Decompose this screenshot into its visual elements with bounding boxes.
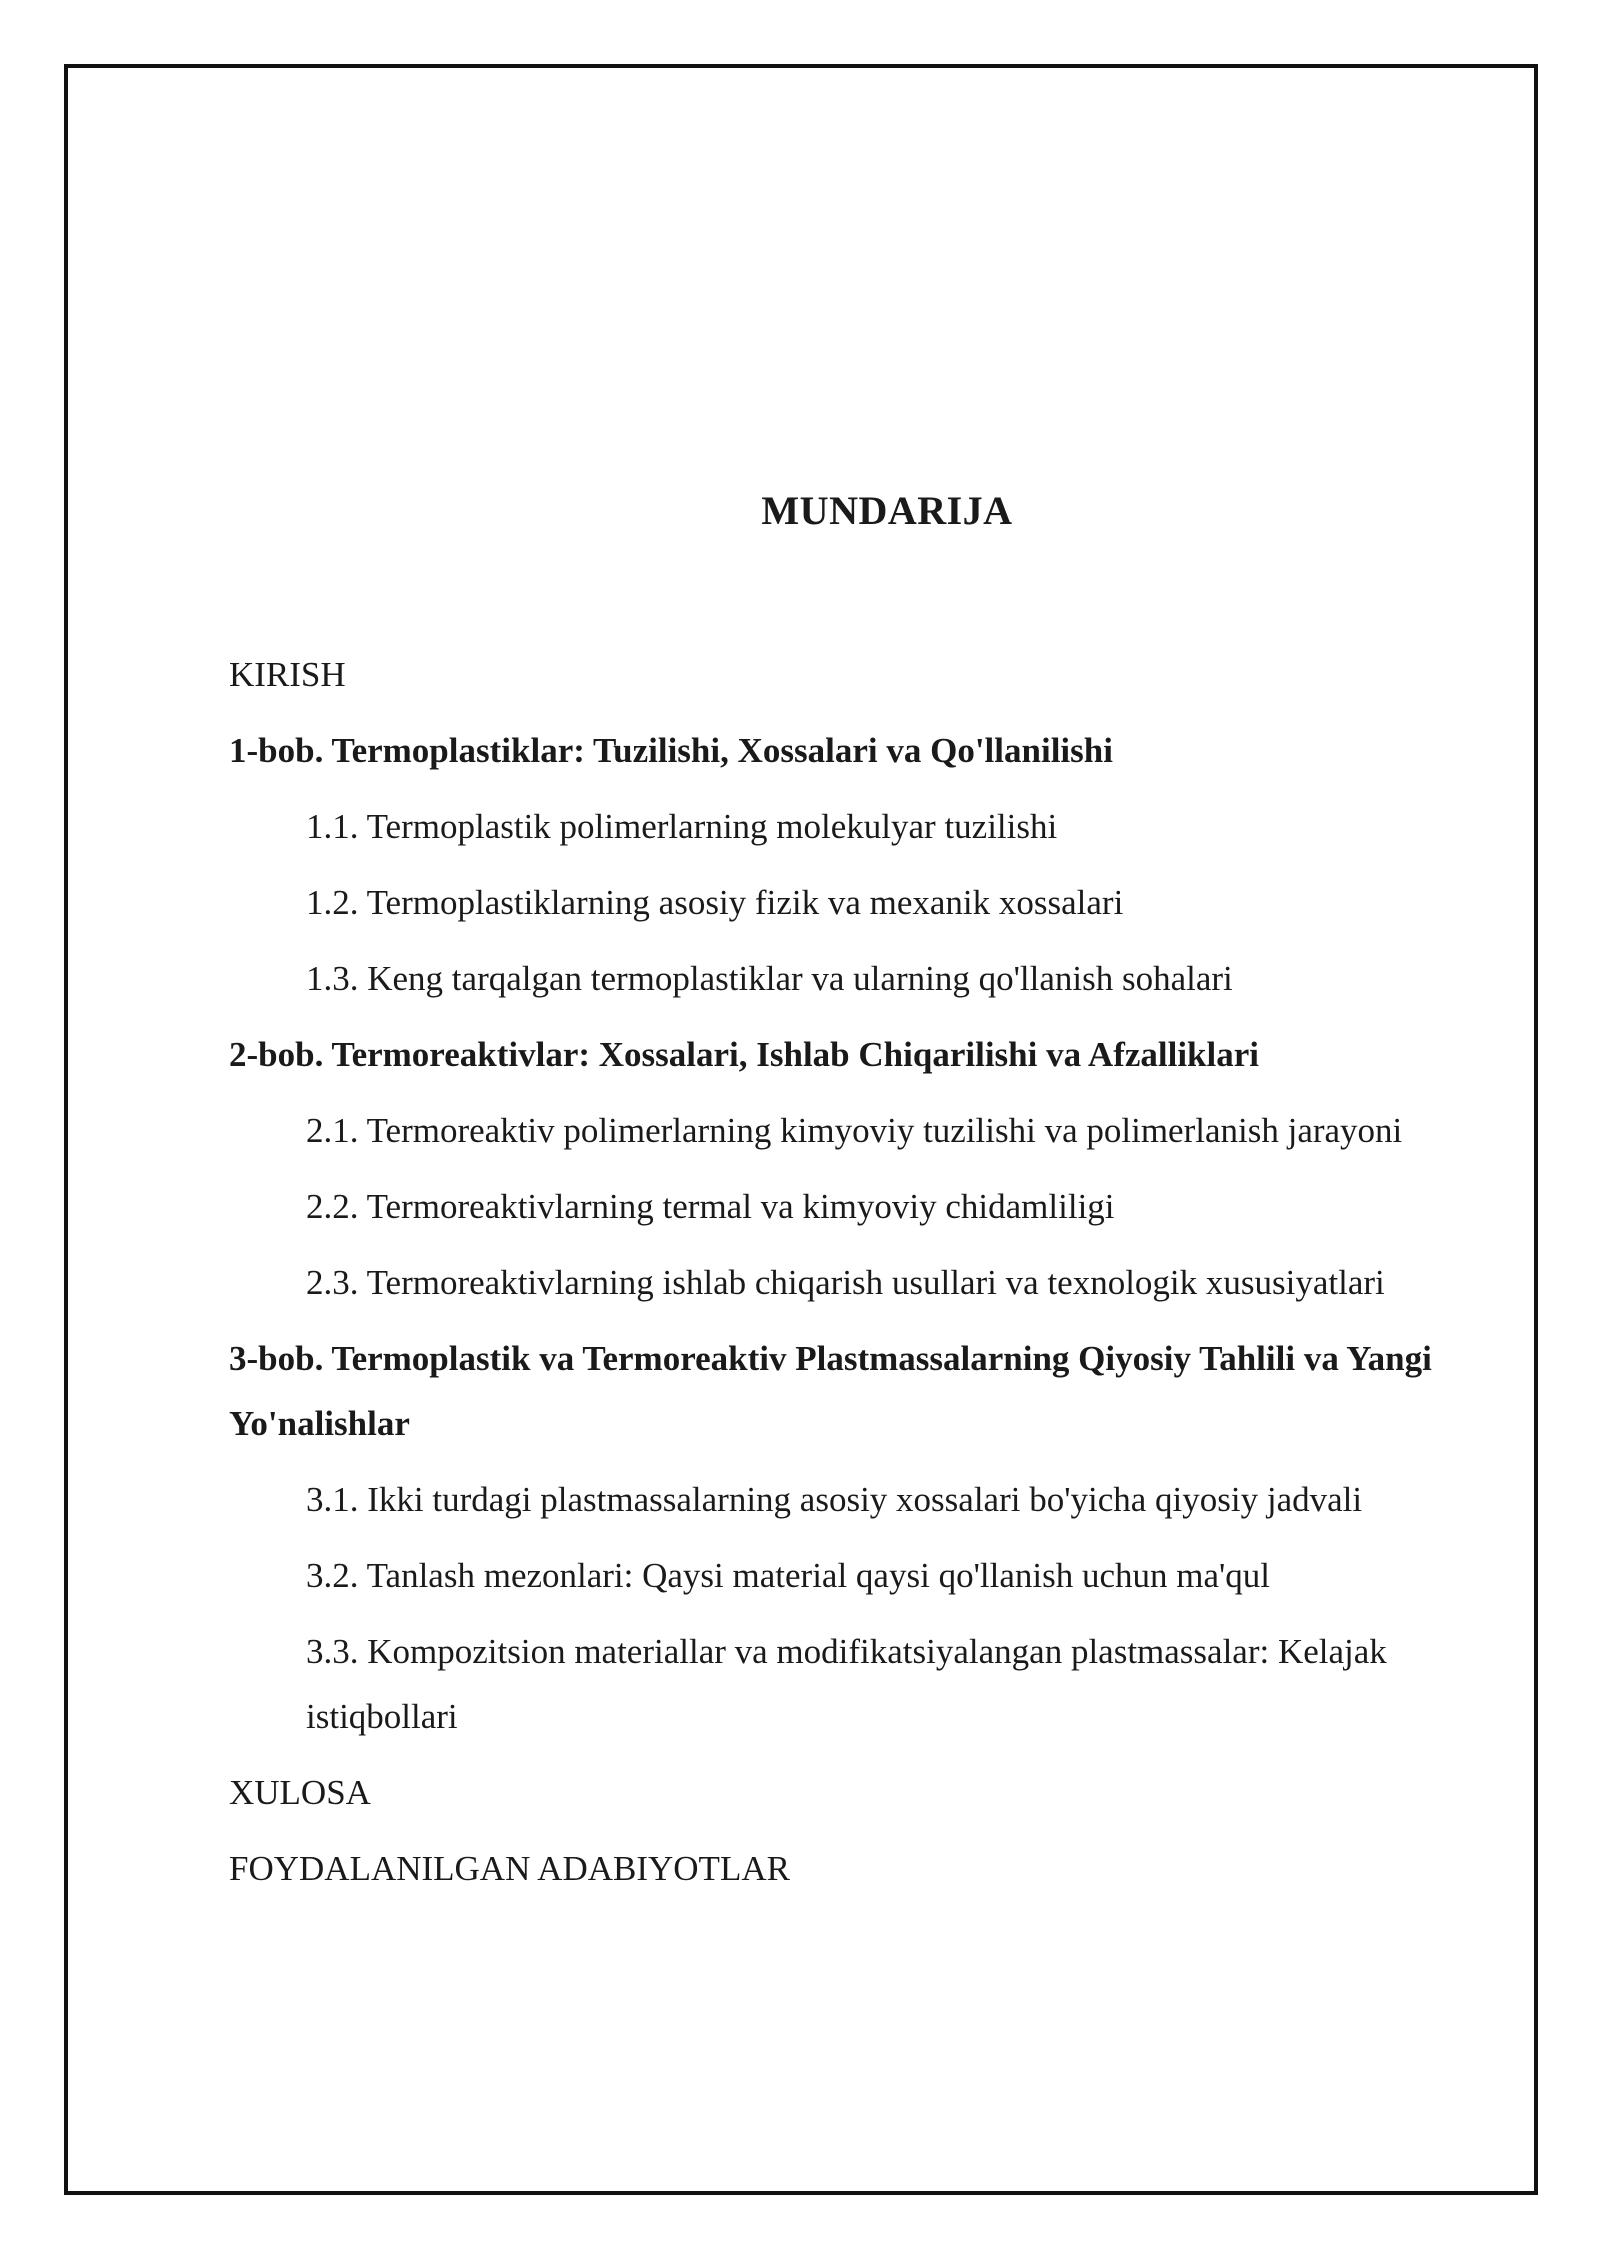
toc-section-2-3: 2.3. Termoreaktivlarning ishlab chiqarish usullari va texnologik xususiyatlari <box>306 1263 1385 1302</box>
toc-entry-introduction: KIRISH <box>229 655 346 694</box>
toc-title: MUNDARIJA <box>761 487 1013 533</box>
toc-chapter-3: 3-bob. Termoplastik va Termoreaktiv Plastmassalarning Qiyosiy Tahlili va Yangi Yo'nalishlar <box>229 1339 1432 1443</box>
toc-chapter-2: 2-bob. Termoreaktivlar: Xossalari, Ishlab Chiqarilishi va Afzalliklari <box>229 1035 1260 1074</box>
toc-entry-conclusion: XULOSA <box>229 1773 371 1812</box>
toc-section-3-3: 3.3. Kompozitsion materiallar va modifikatsiyalangan plastmassalar: Kelajak istiqbollari <box>306 1632 1387 1736</box>
toc-section-2-2: 2.2. Termoreaktivlarning termal va kimyoviy chidamliligi <box>306 1187 1115 1226</box>
toc-section-1-1: 1.1. Termoplastik polimerlarning molekulyar tuzilishi <box>306 807 1058 846</box>
table-of-contents <box>229 642 1489 1912</box>
toc-section-3-1: 3.1. Ikki turdagi plastmassalarning asosiy xossalari bo'yicha qiyosiy jadvali <box>306 1480 1363 1519</box>
toc-section-2-1: 2.1. Termoreaktiv polimerlarning kimyoviy tuzilishi va polimerlanish jarayoni <box>306 1111 1403 1150</box>
toc-section-1-3: 1.3. Keng tarqalgan termoplastiklar va ularning qo'llanish sohalari <box>306 959 1233 998</box>
toc-section-3-2: 3.2. Tanlash mezonlari: Qaysi material qaysi qo'llanish uchun ma'qul <box>306 1556 1271 1595</box>
toc-entry-references: FOYDALANILGAN ADABIYOTLAR <box>229 1849 790 1888</box>
toc-section-1-2: 1.2. Termoplastiklarning asosiy fizik va mexanik xossalari <box>306 883 1124 922</box>
toc-chapter-1: 1-bob. Termoplastiklar: Tuzilishi, Xossalari va Qo'llanilishi <box>229 731 1113 770</box>
